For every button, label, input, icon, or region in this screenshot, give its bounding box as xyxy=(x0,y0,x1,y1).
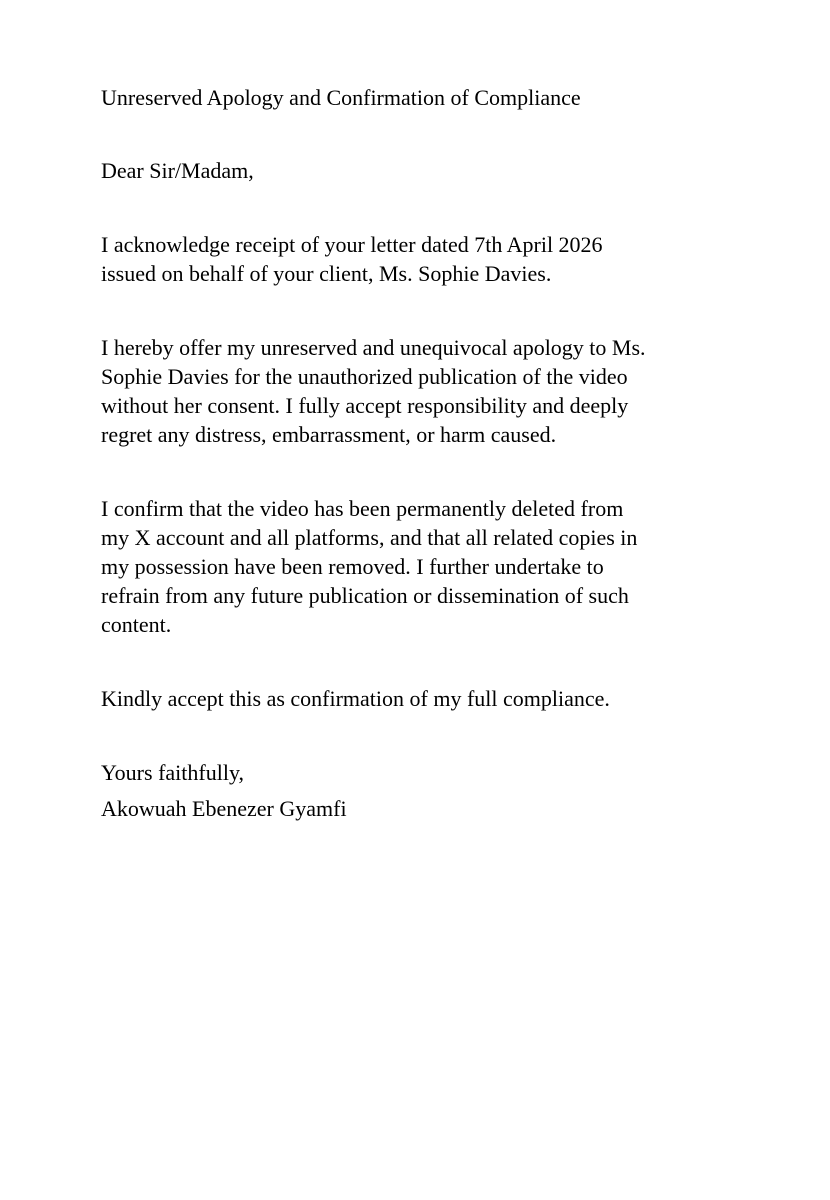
paragraph-apology xyxy=(101,333,741,449)
paragraph-line: my X account and all platforms, and that all related copies in xyxy=(101,525,638,550)
paragraph-line: my possession have been removed. I further undertake to xyxy=(101,554,604,579)
paragraph-line: without her consent. I fully accept responsibility and deeply xyxy=(101,393,629,418)
letter-subject: Unreserved Apology and Confirmation of Compliance xyxy=(101,85,581,110)
paragraph-line: Kindly accept this as confirmation of my full compliance. xyxy=(101,686,610,711)
paragraph-line: I hereby offer my unreserved and unequivocal apology to Ms. xyxy=(101,335,646,360)
paragraph-line: content. xyxy=(101,612,172,637)
paragraph-line: I acknowledge receipt of your letter dated 7th April 2026 xyxy=(101,232,603,257)
paragraph-line: regret any distress, embarrassment, or harm caused. xyxy=(101,422,557,447)
paragraph-line: I confirm that the video has been permanently deleted from xyxy=(101,496,624,521)
paragraph-line: Sophie Davies for the unauthorized publication of the video xyxy=(101,364,628,389)
letter-body xyxy=(101,83,741,823)
paragraph-confirmation xyxy=(101,494,741,639)
paragraph-acknowledgement xyxy=(101,230,741,288)
letter-salutation: Dear Sir/Madam, xyxy=(101,158,254,183)
paragraph-line: refrain from any future publication or dissemination of such xyxy=(101,583,629,608)
letter-closing: Yours faithfully, xyxy=(101,760,245,785)
signature-name: Akowuah Ebenezer Gyamfi xyxy=(101,796,347,821)
paragraph-line: issued on behalf of your client, Ms. Sophie Davies. xyxy=(101,261,552,286)
paragraph-compliance xyxy=(101,684,741,713)
